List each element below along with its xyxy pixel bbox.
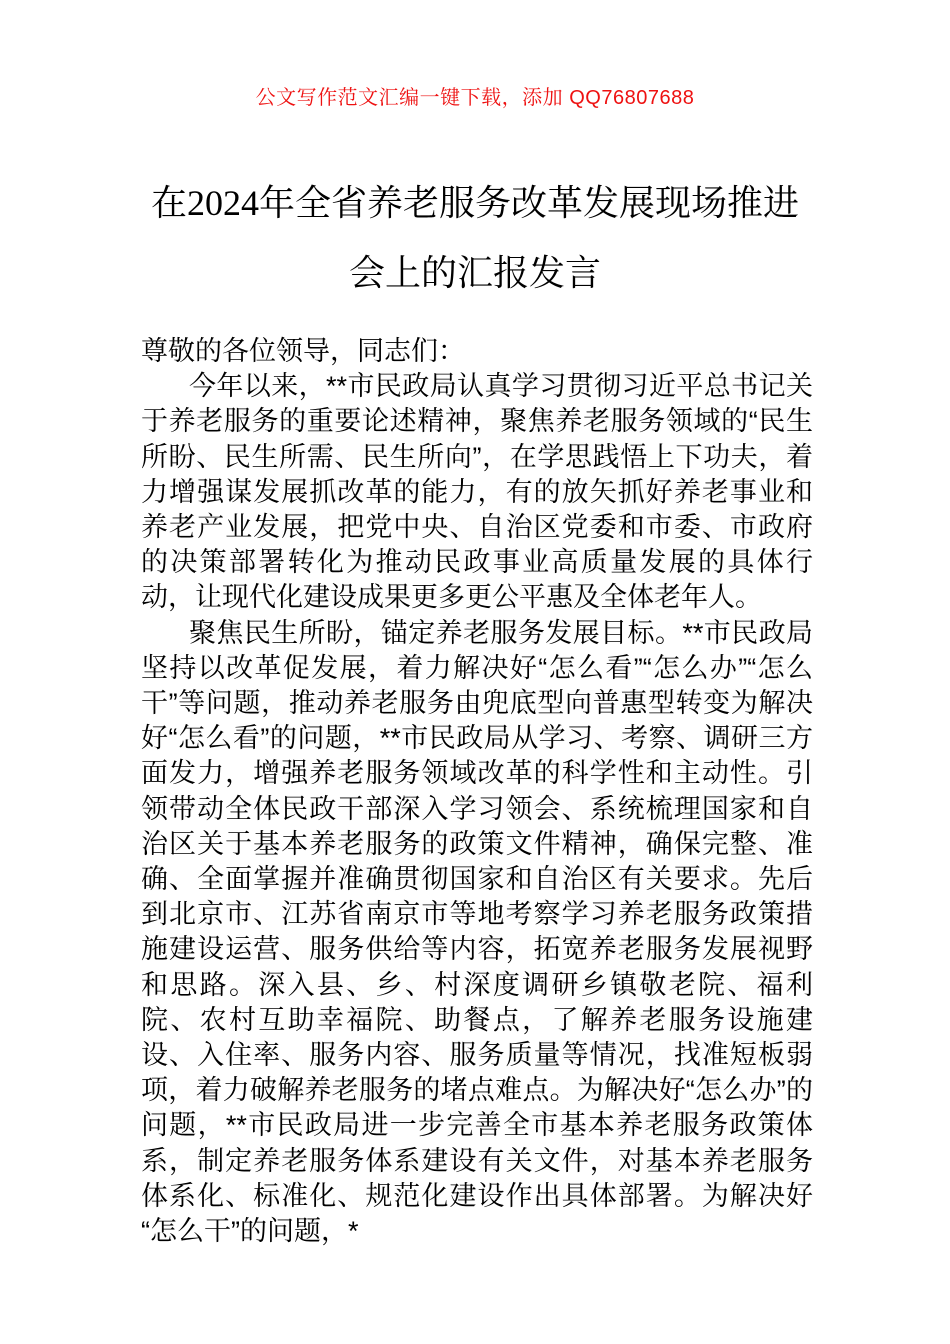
document-title — [70, 168, 880, 308]
title-line-2: 会上的汇报发言 — [348, 253, 601, 293]
document-body — [141, 334, 813, 1249]
promo-banner-text: 公文写作范文汇编一键下载，添加 QQ76807688 — [255, 87, 695, 109]
paragraph-1: 今年以来，**市民政局认真学习贯彻习近平总书记关于养老服务的重要论述精神，聚焦养老服务领域的“民生所盼、民生所需、民生所向”，在学思践悟上下功夫，着力增强谋发展抓改革的能力，有的放矢抓好养老事业和养老产业发展，把党中央、自治区党委和市委、市政府的决策部署转化为推动民政事业高质量发展的具体行动，让现代化建设成果更多更公平惠及全体老年人。 — [141, 371, 813, 613]
title-line-1: 在2024年全省养老服务改革发展现场推进 — [150, 183, 799, 223]
salutation: 尊敬的各位领导，同志们： — [141, 336, 465, 366]
paragraph-2: 聚焦民生所盼，锚定养老服务发展目标。**市民政局坚持以改革促发展，着力解决好“怎么看”“怎么办”“怎么干”等问题，推动养老服务由兜底型向普惠型转变为解决好“怎么看”的问题，**市民政局从学习、考察、调研三方面发力，增强养老服务领域改革的科学性和主动性。引领带动全体民政干部深入学习领会、系统梳理国家和自治区关于基本养老服务的政策文件精神，确保完整、准确、全面掌握并准确贯彻国家和自治区有关要求。先后到北京市、江苏省南京市等地考察学习养老服务政策措施建设运营、服务供给等内容，拓宽养老服务发展视野和思路。深入县、乡、村深度调研乡镇敬老院、福利院、农村互助幸福院、助餐点，了解养老服务设施建设、入住率、服务内容、服务质量等情况，找准短板弱项，着力破解养老服务的堵点难点。为解决好“怎么办”的问题，**市民政局进一步完善全市基本养老服务政策体系，制定养老服务体系建设有关文件，对基本养老服务体系化、标准化、规范化建设作出具体部署。为解决好“怎么干”的问题，* — [141, 617, 813, 1247]
